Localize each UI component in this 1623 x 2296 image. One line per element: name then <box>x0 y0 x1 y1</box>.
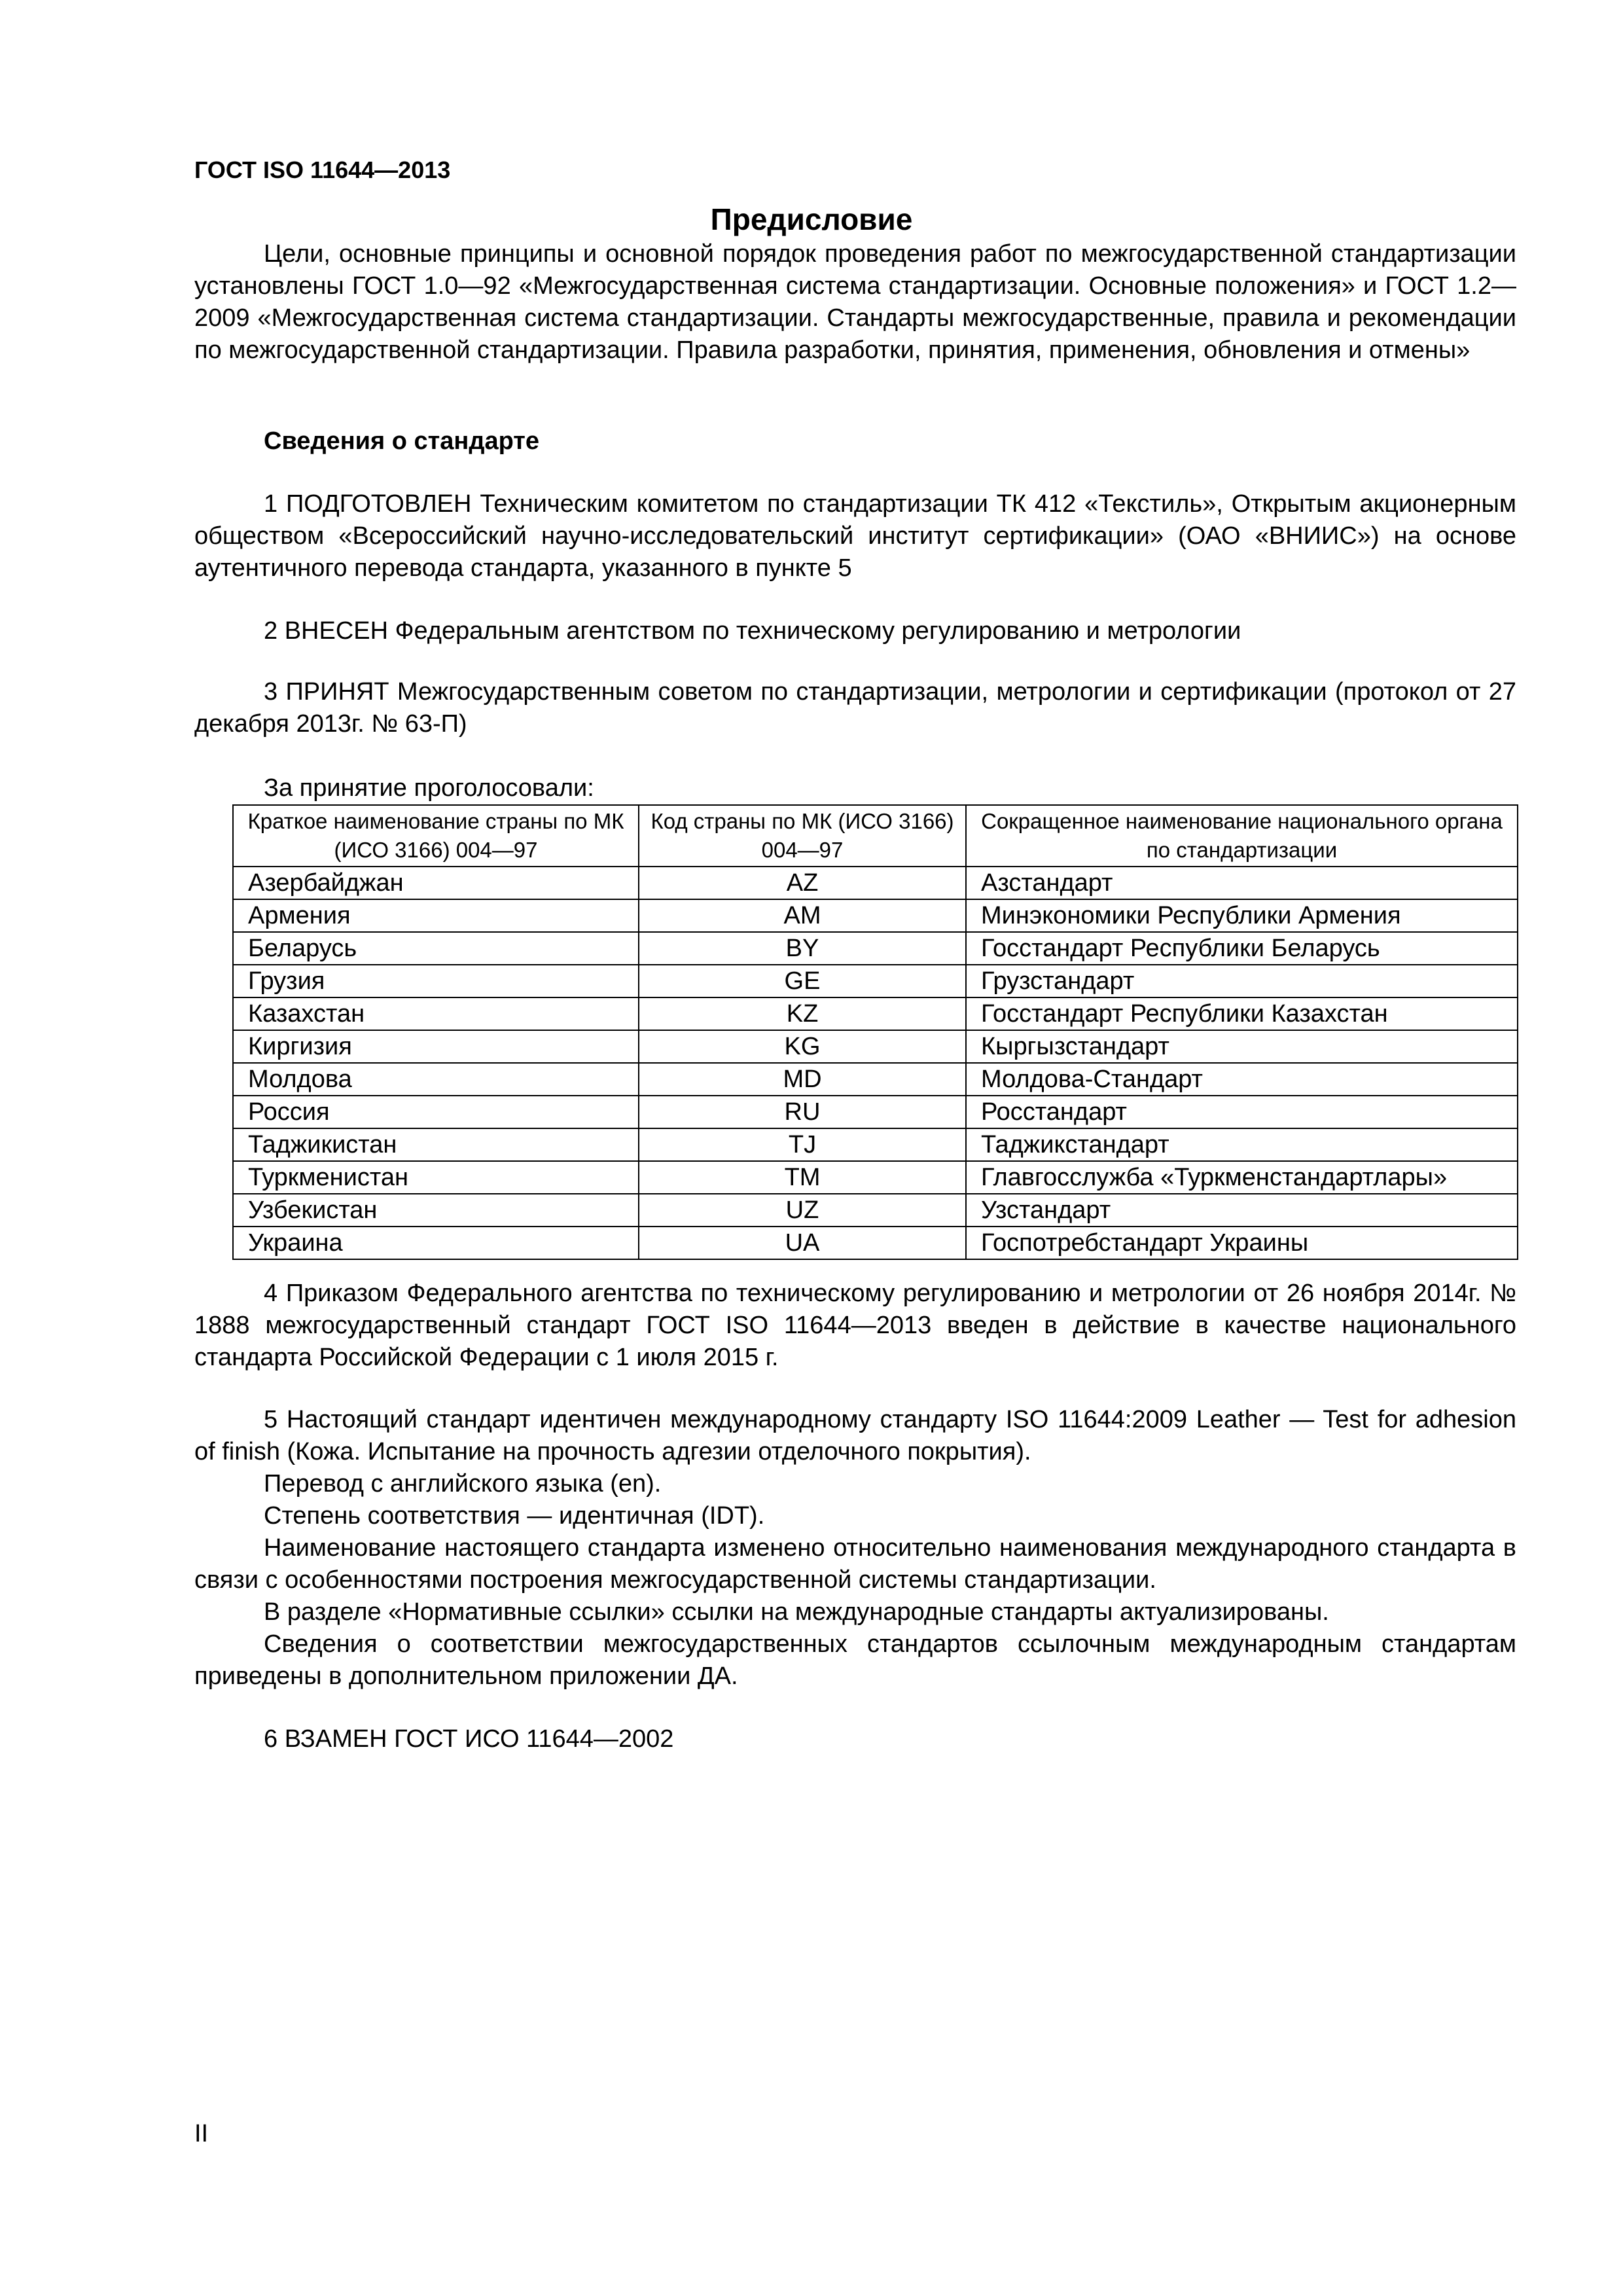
standards-body-cell: Госпотребстандарт Украины <box>966 1227 1518 1259</box>
country-name-cell: Таджикистан <box>233 1128 639 1161</box>
country-code-cell: KZ <box>639 997 966 1030</box>
country-name-cell: Украина <box>233 1227 639 1259</box>
standards-body-cell: Госстандарт Республики Казахстан <box>966 997 1518 1030</box>
standards-body-cell: Молдова-Стандарт <box>966 1063 1518 1096</box>
table-row <box>233 1096 1518 1128</box>
country-name-cell: Грузия <box>233 965 639 997</box>
standards-body-cell: Главгосслужба «Туркменстандартлары» <box>966 1161 1518 1194</box>
country-code-cell: GE <box>639 965 966 997</box>
country-code-cell: TM <box>639 1161 966 1194</box>
table-row <box>233 932 1518 965</box>
table-row <box>233 899 1518 932</box>
country-name-cell: Молдова <box>233 1063 639 1096</box>
table-row <box>233 867 1518 899</box>
country-name-cell: Россия <box>233 1096 639 1128</box>
standards-body-cell: Таджикстандарт <box>966 1128 1518 1161</box>
info-heading: Сведения о стандарте <box>264 427 540 455</box>
country-name-cell: Туркменистан <box>233 1161 639 1194</box>
standards-body-cell: Кыргызстандарт <box>966 1030 1518 1063</box>
item-3-paragraph: 3 ПРИНЯТ Межгосударственным советом по стандартизации, метрологии и сертификации (протокол от 27 декабря 2013г. № 63-П) <box>194 678 1516 738</box>
table-row <box>233 1030 1518 1063</box>
annex-info-note: Сведения о соответствии межгосударственных стандартов ссылочным международным стандартам приведены в дополнительном приложении ДА. <box>194 1630 1516 1690</box>
standards-body-cell: Госстандарт Республики Беларусь <box>966 932 1518 965</box>
references-note: В разделе «Нормативные ссылки» ссылки на международные стандарты актуализированы. <box>264 1598 1329 1626</box>
name-change-note: Наименование настоящего стандарта изменено относительно наименования международного стандарта в связи с особенностями построения межгосударственной системы стандартизации. <box>194 1534 1516 1594</box>
table-header-row <box>233 805 1518 867</box>
table-row <box>233 965 1518 997</box>
country-name-cell: Азербайджан <box>233 867 639 899</box>
table-row <box>233 997 1518 1030</box>
item-4-paragraph: 4 Приказом Федерального агентства по техническому регулированию и метрологии от 26 ноября 2014г. № 1888 межгосударственный стандарт ГОСТ ISO 11644—2013 введен в действие в качестве национального стандарта Российской Федерации с 1 июля 2015 г. <box>194 1280 1516 1371</box>
voted-label: За принятие проголосовали: <box>264 774 594 802</box>
country-name-cell: Казахстан <box>233 997 639 1030</box>
item-2-paragraph: 2 ВНЕСЕН Федеральным агентством по техническому регулированию и метрологии <box>264 617 1241 645</box>
voting-table <box>232 804 1518 1260</box>
country-name-cell: Киргизия <box>233 1030 639 1063</box>
item-5-paragraph: 5 Настоящий стандарт идентичен международному стандарту ISO 11644:2009 Leather — Test for adhesion of finish (Кожа. Испытание на прочность адгезии отделочного покрытия). <box>194 1406 1516 1465</box>
table-row <box>233 1194 1518 1227</box>
conformity-note: Степень соответствия — идентичная (IDT). <box>264 1502 765 1530</box>
country-name-cell: Узбекистан <box>233 1194 639 1227</box>
country-code-cell: KG <box>639 1030 966 1063</box>
country-code-cell: UA <box>639 1227 966 1259</box>
country-code-cell: AZ <box>639 867 966 899</box>
header-country-code: Код страны по МК (ИСО 3166) 004—97 <box>639 805 966 867</box>
table-row <box>233 1128 1518 1161</box>
item-6-paragraph: 6 ВЗАМЕН ГОСТ ИСО 11644—2002 <box>264 1725 674 1753</box>
standards-body-cell: Азстандарт <box>966 867 1518 899</box>
table-row <box>233 1161 1518 1194</box>
country-code-cell: BY <box>639 932 966 965</box>
table-row <box>233 1227 1518 1259</box>
country-code-cell: TJ <box>639 1128 966 1161</box>
page-number: II <box>194 2120 209 2147</box>
header-country-name: Краткое наименование страны по МК (ИСО 3166) 004—97 <box>233 805 639 867</box>
standards-body-cell: Узстандарт <box>966 1194 1518 1227</box>
country-code-cell: RU <box>639 1096 966 1128</box>
table-row <box>233 1063 1518 1096</box>
country-name-cell: Армения <box>233 899 639 932</box>
country-name-cell: Беларусь <box>233 932 639 965</box>
intro-paragraph: Цели, основные принципы и основной порядок проведения работ по межгосударственной стандартизации установлены ГОСТ 1.0—92 «Межгосударственная система стандартизации. Основные положения» и ГОСТ 1.2—2009 «Межгосударственная система стандартизации. Стандарты межгосударственные, правила и рекомендации по межгосударственной стандартизации. Правила разработки, принятия, применения, обновления и отмены» <box>194 240 1516 364</box>
translation-note: Перевод с английского языка (en). <box>264 1470 662 1498</box>
item-1-paragraph: 1 ПОДГОТОВЛЕН Техническим комитетом по стандартизации ТК 412 «Текстиль», Открытым акционерным обществом «Всероссийский научно-исследовательский институт сертификации» (ОАО «ВНИИС») на основе аутентичного перевода стандарта, указанного в пункте 5 <box>194 490 1516 582</box>
country-code-cell: UZ <box>639 1194 966 1227</box>
country-code-cell: AM <box>639 899 966 932</box>
country-code-cell: MD <box>639 1063 966 1096</box>
standards-body-cell: Минэкономики Республики Армения <box>966 899 1518 932</box>
standards-body-cell: Росстандарт <box>966 1096 1518 1128</box>
document-header: ГОСТ ISO 11644—2013 <box>194 156 451 183</box>
page-title: Предисловие <box>710 202 913 236</box>
standards-body-cell: Грузстандарт <box>966 965 1518 997</box>
header-standards-body: Сокращенное наименование национального органа по стандартизации <box>966 805 1518 867</box>
